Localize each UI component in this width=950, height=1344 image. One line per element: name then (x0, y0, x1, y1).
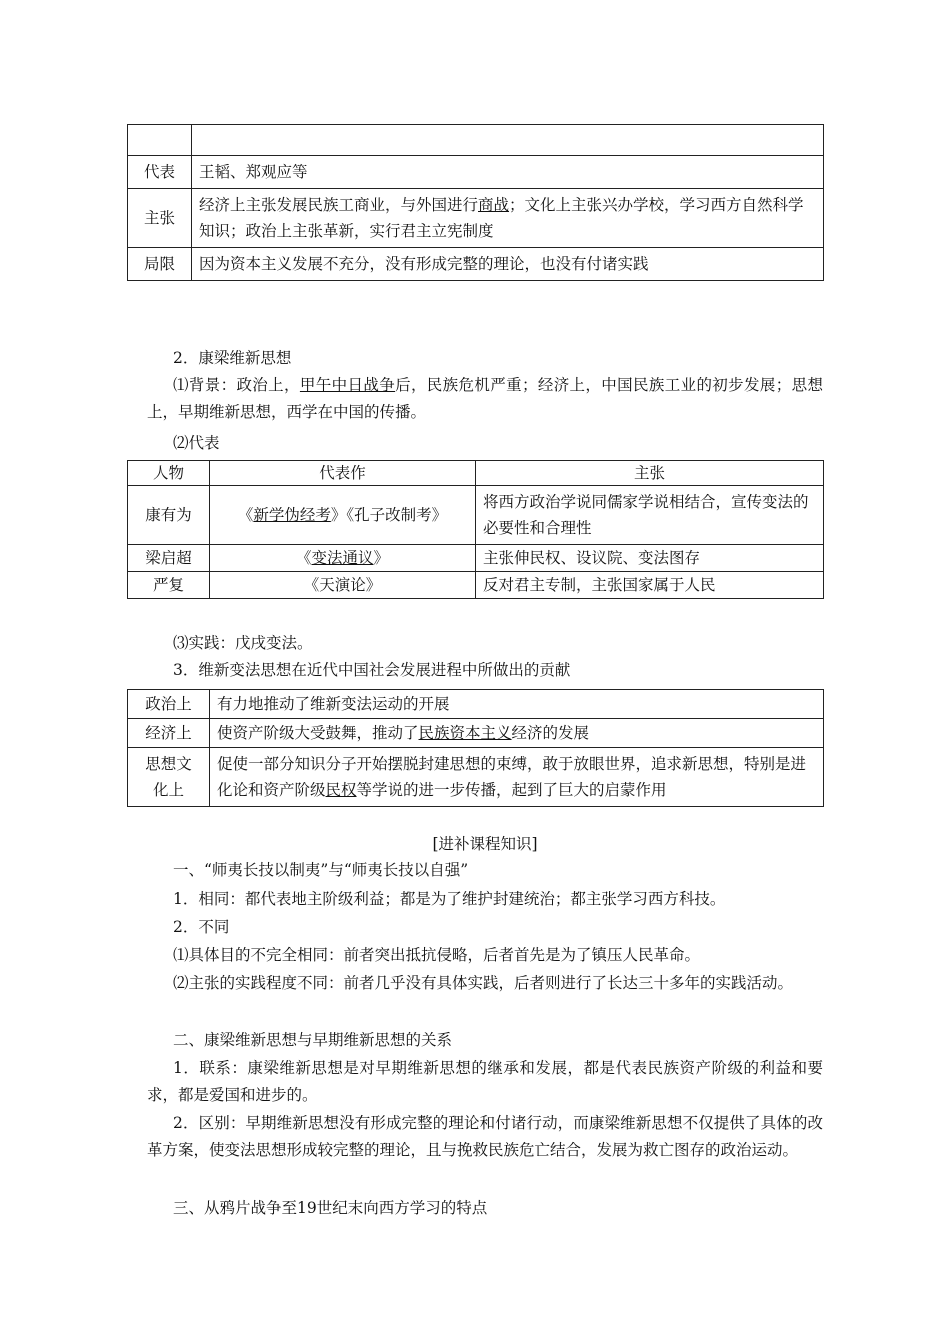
early-reform-table (127, 124, 824, 281)
column-header: 代表作 (210, 461, 476, 486)
paragraph-background (147, 372, 823, 426)
row-label: 政治上 (128, 690, 210, 719)
paragraph: 1．联系：康梁维新思想是对早期维新思想的继承和发展，都是代表民族资产阶级的利益和要求，都是爱国和进步的。 (147, 1059, 823, 1104)
table-cell (128, 125, 192, 156)
underlined-term: 民族资本主义 (418, 724, 512, 742)
column-header: 人物 (128, 461, 210, 486)
underlined-term: 新学伪经考 (253, 506, 331, 524)
supplement-title: [进补课程知识] (432, 835, 538, 853)
person-cell: 康有为 (128, 486, 210, 545)
row-label: 代表 (128, 156, 192, 189)
work-cell (210, 545, 476, 572)
text: 使资产阶级大受鼓舞，推动了 (217, 724, 419, 742)
text: 后，民族危机严重；经济上，中国民族工业的初步发展；思想上，早期维新思想，西学在中国的传播。 (147, 376, 823, 421)
table-row (128, 748, 824, 807)
claim-cell: 主张伸民权、设议院、变法图存 (476, 545, 824, 572)
underlined-term: 变法通议 (311, 549, 374, 567)
row-content (210, 748, 824, 807)
supplement-heading: 三、从鸦片战争至19世纪末向西方学习的特点 (173, 1199, 488, 1217)
text: 等学说的进一步传播，起到了巨大的启蒙作用 (356, 781, 667, 799)
underlined-term: 商战 (478, 196, 510, 214)
underlined-term: 民权 (325, 781, 357, 799)
row-label: 局限 (128, 248, 192, 281)
table-row (128, 189, 824, 248)
table-header-row (128, 461, 824, 486)
paragraph-practice: ⑶实践：戊戌变法。 (173, 634, 313, 652)
text: 《天演论》 (303, 576, 382, 594)
row-label: 主张 (128, 189, 192, 248)
table-cell (192, 125, 824, 156)
table-row (128, 248, 824, 281)
paragraph: 2．不同 (173, 918, 230, 936)
text: 》《孔子改制考》 (330, 506, 448, 524)
text: 》 (373, 549, 390, 567)
paragraph-representatives: ⑵代表 (173, 434, 220, 452)
row-content (210, 719, 824, 748)
paragraph: 1．相同：都代表地主阶级利益；都是为了维护封建统治；都主张学习西方科技。 (173, 890, 726, 908)
table-row (128, 545, 824, 572)
paragraph: ⑵主张的实践程度不同：前者几乎没有具体实践，后者则进行了长达三十多年的实践活动。 (173, 974, 794, 992)
underlined-term: 甲午中日战争 (299, 376, 396, 394)
text: 促使一部分知识分子开始摆脱封建思想的束缚，敢于放眼世界，追求新思想，特别是进化论和资产阶级 (217, 755, 807, 799)
label-line: 化上 (152, 781, 184, 799)
supplement-heading: 二、康梁维新思想与早期维新思想的关系 (173, 1031, 453, 1049)
paragraph: ⑴具体目的不完全相同：前者突出抵抗侵略，后者首先是为了镇压人民革命。 (173, 946, 701, 964)
work-cell (210, 572, 476, 599)
text: ⑴背景：政治上， (173, 376, 300, 394)
row-content: 王韬、郑观应等 (192, 156, 824, 189)
person-cell: 严复 (128, 572, 210, 599)
paragraph: 2．区别：早期维新思想没有形成完整的理论和付诸行动，而康梁维新思想不仅提供了具体的改革方案，使变法思想形成较完整的理论，且与挽救民族危亡结合，发展为救亡图存的政治运动。 (147, 1114, 823, 1159)
row-label (128, 748, 210, 807)
claim-cell: 反对君主专制，主张国家属于人民 (476, 572, 824, 599)
table-row (128, 572, 824, 599)
text: 经济上主张发展民族工商业，与外国进行 (199, 196, 479, 214)
contribution-table (127, 689, 824, 807)
row-content: 因为资本主义发展不充分，没有形成完整的理论，也没有付诸实践 (192, 248, 824, 281)
label-line: 思想文 (145, 755, 192, 773)
table-row (128, 690, 824, 719)
work-cell (210, 486, 476, 545)
row-label: 经济上 (128, 719, 210, 748)
row-content (192, 189, 824, 248)
table-row (128, 719, 824, 748)
column-header: 主张 (476, 461, 824, 486)
text: 经济的发展 (511, 724, 590, 742)
claim-cell: 将西方政治学说同儒家学说相结合，宣传变法的必要性和合理性 (476, 486, 824, 545)
text: 《 (237, 506, 254, 524)
table-row (128, 156, 824, 189)
row-content: 有力地推动了维新变法运动的开展 (210, 690, 824, 719)
section-heading: 3．维新变法思想在近代中国社会发展进程中所做出的贡献 (173, 661, 571, 679)
table-row (128, 125, 824, 156)
supplement-heading: 一、“师夷长技以制夷”与“师夷长技以自强” (173, 861, 469, 879)
text: 《 (295, 549, 312, 567)
section-heading: 2．康梁维新思想 (173, 349, 292, 367)
table-row (128, 486, 824, 545)
text: ；文化上主张兴办学校，学习西方自然科学知识；政治上主张革新，实行君主立宪制度 (199, 196, 804, 240)
person-cell: 梁启超 (128, 545, 210, 572)
representatives-table (127, 460, 824, 599)
